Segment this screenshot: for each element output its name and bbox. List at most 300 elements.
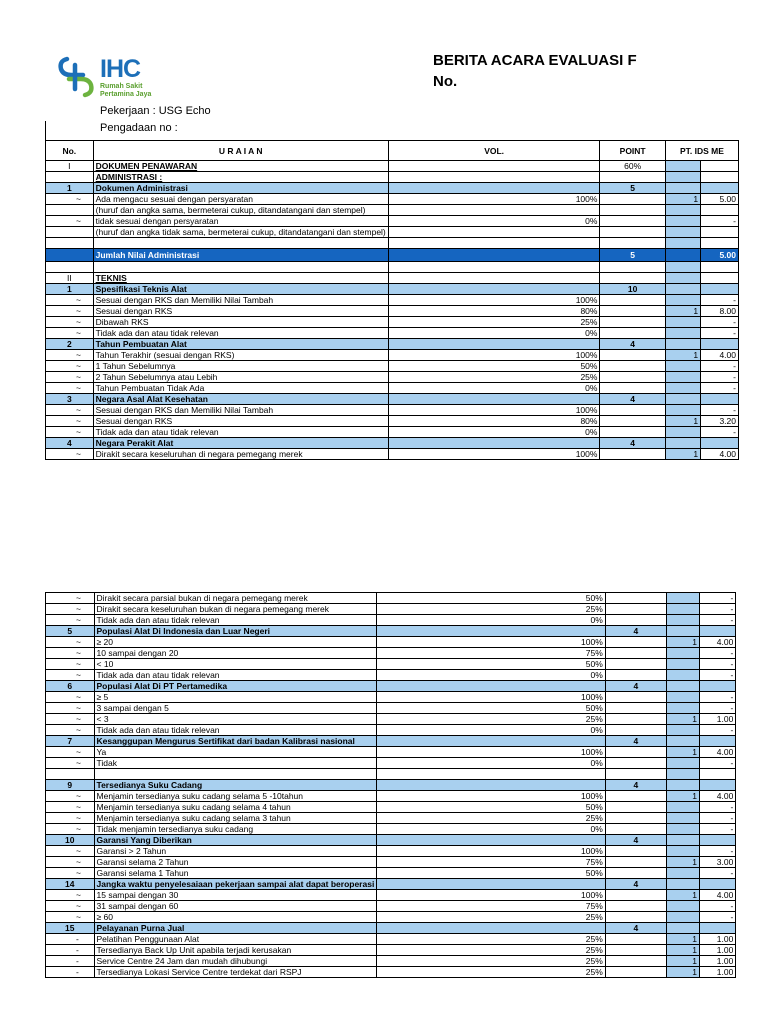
cell-score: - xyxy=(701,295,739,306)
cell-no: ~ xyxy=(46,604,95,615)
cell-score: - xyxy=(700,901,736,912)
cell-no: ~ xyxy=(46,714,95,725)
cell-uraian: Service Centre 24 Jam dan mudah dihubungi xyxy=(94,956,377,967)
cell-score: 8.00 xyxy=(701,306,739,317)
cell-point xyxy=(600,238,665,249)
table-row xyxy=(46,427,768,438)
cell-check: 1 xyxy=(667,890,700,901)
table-row xyxy=(46,438,768,449)
table-row xyxy=(46,703,768,714)
cell-score: 4.00 xyxy=(700,637,736,648)
cell-check: 1 xyxy=(665,449,700,460)
table-row xyxy=(46,262,768,273)
cell-point xyxy=(605,846,666,857)
table-row xyxy=(46,238,768,249)
cell-point xyxy=(600,416,665,427)
table-header-row xyxy=(46,141,768,161)
cell-check xyxy=(667,868,700,879)
table-row xyxy=(46,879,768,890)
cell-check xyxy=(665,383,700,394)
cell-vol: 75% xyxy=(377,648,605,659)
table-row xyxy=(46,813,768,824)
cell-uraian: ≥ 5 xyxy=(94,692,377,703)
cell-check xyxy=(665,328,700,339)
cell-check xyxy=(667,802,700,813)
cell-score: 4.00 xyxy=(700,890,736,901)
cell-uraian: ADMINISTRASI : xyxy=(93,172,388,183)
cell-uraian: (huruf dan angka sama, bermeterai cukup, ditandatangani dan stempel) xyxy=(93,205,388,216)
cell-check xyxy=(665,172,700,183)
cell-vol: 80% xyxy=(388,416,600,427)
cell-uraian: Tidak ada dan atau tidak relevan xyxy=(94,615,377,626)
cell-vol xyxy=(377,736,605,747)
table-row xyxy=(46,945,768,956)
cell-check: 1 xyxy=(667,857,700,868)
table-row xyxy=(46,846,768,857)
cell-check xyxy=(665,339,700,350)
cell-point xyxy=(605,934,666,945)
cell-check xyxy=(667,736,700,747)
cell-vol xyxy=(388,227,600,238)
cell-score: 4.00 xyxy=(701,449,739,460)
cell-uraian: 1 Tahun Sebelumnya xyxy=(93,361,388,372)
cell-point xyxy=(600,295,665,306)
logo-sub-line1: Rumah Sakit xyxy=(100,83,143,90)
table-row xyxy=(46,659,768,670)
cell-check xyxy=(665,161,700,172)
cell-score xyxy=(701,339,739,350)
table-row xyxy=(46,901,768,912)
cell-point: 10 xyxy=(600,284,665,295)
cell-vol: 0% xyxy=(388,383,600,394)
table-row xyxy=(46,780,768,791)
cell-no xyxy=(46,227,94,238)
cell-point: 4 xyxy=(605,626,666,637)
cell-point xyxy=(605,945,666,956)
cell-vol: 25% xyxy=(377,967,605,978)
cell-vol: 0% xyxy=(377,725,605,736)
cell-point xyxy=(600,328,665,339)
cell-vol xyxy=(388,172,600,183)
cell-check xyxy=(667,648,700,659)
evaluation-table-part1 xyxy=(45,140,768,460)
cell-vol: 0% xyxy=(388,427,600,438)
cell-no: ~ xyxy=(46,659,95,670)
cell-point xyxy=(605,637,666,648)
cell-no: ~ xyxy=(46,813,95,824)
cell-check xyxy=(665,361,700,372)
cell-vol: 25% xyxy=(377,934,605,945)
cell-no: ~ xyxy=(46,868,95,879)
table-row xyxy=(46,956,768,967)
cell-uraian: Tidak ada dan atau tidak relevan xyxy=(94,725,377,736)
cell-vol xyxy=(388,339,600,350)
cell-check: 1 xyxy=(667,945,700,956)
cell-vol: 0% xyxy=(388,216,600,227)
cell-score xyxy=(701,262,739,273)
cell-point xyxy=(600,383,665,394)
cell-point xyxy=(600,361,665,372)
cell-score: 1.00 xyxy=(700,934,736,945)
cell-check xyxy=(665,262,700,273)
cell-uraian: Dirakit secara parsial bukan di negara pemegang merek xyxy=(94,593,377,604)
cell-point: 4 xyxy=(600,438,665,449)
table-row xyxy=(46,161,768,172)
cell-score xyxy=(701,161,739,172)
table-row xyxy=(46,383,768,394)
table-row xyxy=(46,670,768,681)
cell-point xyxy=(600,405,665,416)
col-header-point: POINT xyxy=(600,141,665,161)
cell-point xyxy=(605,901,666,912)
cell-score: - xyxy=(700,593,736,604)
cell-vol: 100% xyxy=(377,637,605,648)
cell-vol: 50% xyxy=(377,703,605,714)
cell-point xyxy=(605,615,666,626)
cell-point xyxy=(600,306,665,317)
cell-score: - xyxy=(701,361,739,372)
cell-point xyxy=(600,350,665,361)
cell-check: 1 xyxy=(667,637,700,648)
cell-score: 1.00 xyxy=(700,945,736,956)
cell-point: 4 xyxy=(600,339,665,350)
table-row xyxy=(46,868,768,879)
cell-vol: 50% xyxy=(388,361,600,372)
cell-point xyxy=(605,813,666,824)
cell-uraian xyxy=(94,769,377,780)
cell-point xyxy=(605,703,666,714)
cell-vol: 100% xyxy=(388,295,600,306)
cell-check xyxy=(667,670,700,681)
cell-vol: 100% xyxy=(377,747,605,758)
cell-uraian: TEKNIS xyxy=(93,273,388,284)
cell-score xyxy=(700,626,736,637)
cell-uraian: DOKUMEN PENAWARAN xyxy=(93,161,388,172)
table-row xyxy=(46,372,768,383)
cell-no: ~ xyxy=(46,306,94,317)
cell-no: 4 xyxy=(46,438,94,449)
cell-score xyxy=(700,835,736,846)
cell-point: 5 xyxy=(600,249,665,262)
cell-point: 4 xyxy=(600,394,665,405)
cell-vol: 100% xyxy=(388,405,600,416)
cell-score xyxy=(701,284,739,295)
table-row xyxy=(46,934,768,945)
cell-vol xyxy=(388,262,600,273)
cell-vol: 50% xyxy=(377,593,605,604)
cell-point xyxy=(605,714,666,725)
cell-check xyxy=(667,692,700,703)
cell-score: - xyxy=(701,216,739,227)
pengadaan-label: Pengadaan no : xyxy=(100,122,178,134)
cell-uraian: Sesuai dengan RKS dan Memiliki Nilai Tambah xyxy=(93,405,388,416)
table-row xyxy=(46,923,768,934)
cell-no: 9 xyxy=(46,780,95,791)
cell-vol: 100% xyxy=(377,692,605,703)
cell-check: 1 xyxy=(665,350,700,361)
cell-no xyxy=(46,249,94,262)
cell-no: ~ xyxy=(46,295,94,306)
cell-score: - xyxy=(701,328,739,339)
table-row xyxy=(46,205,768,216)
cell-point xyxy=(605,659,666,670)
cell-score xyxy=(700,681,736,692)
table-row xyxy=(46,747,768,758)
cell-uraian: tidak sesuai dengan persyaratan xyxy=(93,216,388,227)
evaluation-table-part2 xyxy=(45,592,768,978)
cell-vol xyxy=(388,238,600,249)
cell-check: 1 xyxy=(665,416,700,427)
logo-text: IHC xyxy=(100,55,141,83)
cell-no xyxy=(46,205,94,216)
cell-score xyxy=(701,273,739,284)
cell-check xyxy=(665,295,700,306)
table-row xyxy=(46,216,768,227)
table-row xyxy=(46,681,768,692)
col-header-vol: VOL. xyxy=(388,141,600,161)
cell-uraian: Tidak xyxy=(94,758,377,769)
cell-no: ~ xyxy=(46,857,95,868)
cell-uraian: Menjamin tersedianya suku cadang selama 5 -10tahun xyxy=(94,791,377,802)
cell-uraian: 31 sampai dengan 60 xyxy=(94,901,377,912)
cell-score: 5.00 xyxy=(701,249,739,262)
cell-check: 1 xyxy=(667,714,700,725)
cell-point xyxy=(600,262,665,273)
cell-point xyxy=(605,670,666,681)
cell-check xyxy=(667,769,700,780)
cell-point: 5 xyxy=(600,183,665,194)
cell-vol: 0% xyxy=(388,328,600,339)
cell-point xyxy=(600,427,665,438)
cell-uraian: Tidak ada dan atau tidak relevan xyxy=(93,328,388,339)
col-header-no: No. xyxy=(46,141,94,161)
cell-point xyxy=(605,747,666,758)
cell-no: ~ xyxy=(46,791,95,802)
cell-vol: 25% xyxy=(377,813,605,824)
cell-no: I xyxy=(46,161,94,172)
cell-check xyxy=(665,372,700,383)
cell-score: - xyxy=(700,912,736,923)
table-row xyxy=(46,295,768,306)
cell-point xyxy=(605,956,666,967)
cell-vol: 25% xyxy=(377,945,605,956)
cell-vol: 25% xyxy=(377,604,605,615)
cell-score: 4.00 xyxy=(700,747,736,758)
cell-uraian: Tahun Terakhir (sesuai dengan RKS) xyxy=(93,350,388,361)
cell-point xyxy=(605,604,666,615)
cell-check xyxy=(665,284,700,295)
cell-check xyxy=(667,604,700,615)
cell-no: ~ xyxy=(46,802,95,813)
cell-uraian xyxy=(93,238,388,249)
table-row xyxy=(46,802,768,813)
cell-vol: 0% xyxy=(377,615,605,626)
cell-point xyxy=(600,227,665,238)
cell-check xyxy=(667,912,700,923)
cell-vol xyxy=(377,879,605,890)
cell-uraian: Tidak ada dan atau tidak relevan xyxy=(93,427,388,438)
cell-point: 60% xyxy=(600,161,665,172)
table-row xyxy=(46,758,768,769)
table-row xyxy=(46,648,768,659)
cell-uraian: ≥ 20 xyxy=(94,637,377,648)
cell-score xyxy=(701,172,739,183)
cell-check xyxy=(665,205,700,216)
cell-uraian: Tidak ada dan atau tidak relevan xyxy=(94,670,377,681)
cell-no: ~ xyxy=(46,692,95,703)
cell-uraian: Populasi Alat Di PT Pertamedika xyxy=(94,681,377,692)
cell-score xyxy=(700,780,736,791)
cell-uraian: Jumlah Nilai Administrasi xyxy=(93,249,388,262)
cell-check xyxy=(665,394,700,405)
cell-point xyxy=(605,692,666,703)
cell-no: 2 xyxy=(46,339,94,350)
cell-vol: 100% xyxy=(388,350,600,361)
cell-no: II xyxy=(46,273,94,284)
cell-uraian: Tersedianya Lokasi Service Centre terdekat dari RSPJ xyxy=(94,967,377,978)
cell-check xyxy=(665,238,700,249)
table-row xyxy=(46,615,768,626)
cell-check xyxy=(667,780,700,791)
cell-uraian: Tidak menjamin tersedianya suku cadang xyxy=(94,824,377,835)
cell-uraian: ≥ 60 xyxy=(94,912,377,923)
table-row xyxy=(46,890,768,901)
cell-score xyxy=(701,438,739,449)
table-row xyxy=(46,714,768,725)
cell-point: 4 xyxy=(605,879,666,890)
cell-point xyxy=(600,216,665,227)
cell-check xyxy=(667,846,700,857)
cell-uraian: Garansi Yang Diberikan xyxy=(94,835,377,846)
cell-point xyxy=(605,868,666,879)
cell-point: 4 xyxy=(605,780,666,791)
cell-no: ~ xyxy=(46,405,94,416)
cell-check xyxy=(665,183,700,194)
cell-point xyxy=(600,449,665,460)
cell-no: ~ xyxy=(46,383,94,394)
cell-point xyxy=(605,912,666,923)
cell-no: ~ xyxy=(46,449,94,460)
cell-point xyxy=(605,791,666,802)
cell-check: 1 xyxy=(665,306,700,317)
cell-uraian: Dirakit secara keseluruhan bukan di negara pemegang merek xyxy=(94,604,377,615)
cell-point xyxy=(600,172,665,183)
cell-check xyxy=(667,879,700,890)
cell-no: ~ xyxy=(46,328,94,339)
cell-score: - xyxy=(700,758,736,769)
cell-score xyxy=(700,736,736,747)
cell-no xyxy=(46,262,94,273)
cell-uraian: Pelayanan Purna Jual xyxy=(94,923,377,934)
cell-score: 1.00 xyxy=(700,956,736,967)
cell-check: 1 xyxy=(667,967,700,978)
cell-uraian: Tersedianya Back Up Unit apabila terjadi kerusakan xyxy=(94,945,377,956)
cell-score xyxy=(701,394,739,405)
cell-point: 4 xyxy=(605,681,666,692)
cell-check xyxy=(665,273,700,284)
cell-no xyxy=(46,769,95,780)
cell-point: 4 xyxy=(605,835,666,846)
cell-no: ~ xyxy=(46,350,94,361)
cell-no: - xyxy=(46,945,95,956)
cell-vol: 25% xyxy=(388,317,600,328)
cell-uraian: Kesanggupan Mengurus Sertifikat dari badan Kalibrasi nasional xyxy=(94,736,377,747)
cell-vol xyxy=(377,923,605,934)
cell-score xyxy=(701,205,739,216)
cell-no: ~ xyxy=(46,703,95,714)
cell-point xyxy=(605,967,666,978)
cell-point xyxy=(600,317,665,328)
cell-no xyxy=(46,238,94,249)
cell-no: ~ xyxy=(46,846,95,857)
table-row xyxy=(46,416,768,427)
cell-score: - xyxy=(700,648,736,659)
cell-point xyxy=(605,824,666,835)
table-row xyxy=(46,328,768,339)
cell-vol: 0% xyxy=(377,670,605,681)
cell-score: - xyxy=(700,813,736,824)
cell-no: ~ xyxy=(46,912,95,923)
table-row xyxy=(46,284,768,295)
document-title: BERITA ACARA EVALUASI F xyxy=(433,52,637,69)
cell-check xyxy=(667,593,700,604)
cell-vol xyxy=(377,626,605,637)
cell-point xyxy=(600,205,665,216)
table-row xyxy=(46,361,768,372)
cell-no: ~ xyxy=(46,361,94,372)
cell-no: 1 xyxy=(46,183,94,194)
cell-vol: 0% xyxy=(377,824,605,835)
cell-uraian: Ya xyxy=(94,747,377,758)
cell-vol xyxy=(377,769,605,780)
cell-score: 3.20 xyxy=(701,416,739,427)
cell-vol xyxy=(388,205,600,216)
col-header-uraian: U R A I A N xyxy=(93,141,388,161)
cell-point xyxy=(605,857,666,868)
cell-uraian: 3 sampai dengan 5 xyxy=(94,703,377,714)
cell-check: 1 xyxy=(667,956,700,967)
cell-vol xyxy=(388,273,600,284)
cell-vol xyxy=(388,284,600,295)
cell-score xyxy=(700,879,736,890)
cell-uraian: Tahun Pembuatan Tidak Ada xyxy=(93,383,388,394)
table-row xyxy=(46,394,768,405)
cell-score xyxy=(700,769,736,780)
cell-check: 1 xyxy=(665,194,700,205)
cell-score: - xyxy=(701,317,739,328)
cell-uraian: Sesuai dengan RKS xyxy=(93,306,388,317)
table-row xyxy=(46,824,768,835)
table-row xyxy=(46,912,768,923)
cell-vol xyxy=(388,161,600,172)
table-row xyxy=(46,317,768,328)
cell-uraian: Sesuai dengan RKS xyxy=(93,416,388,427)
cell-uraian: Spesifikasi Teknis Alat xyxy=(93,284,388,295)
cell-score: 1.00 xyxy=(700,967,736,978)
table-row xyxy=(46,626,768,637)
cell-vol: 100% xyxy=(377,890,605,901)
cell-check xyxy=(665,427,700,438)
pekerjaan-label: Pekerjaan : USG Echo xyxy=(100,105,211,117)
table-row xyxy=(46,692,768,703)
cell-vol: 25% xyxy=(377,714,605,725)
logo-subtitle xyxy=(100,83,151,99)
cell-no: ~ xyxy=(46,725,95,736)
cell-score: 4.00 xyxy=(701,350,739,361)
cell-point xyxy=(600,273,665,284)
table-row xyxy=(46,350,768,361)
cell-uraian: Dibawah RKS xyxy=(93,317,388,328)
